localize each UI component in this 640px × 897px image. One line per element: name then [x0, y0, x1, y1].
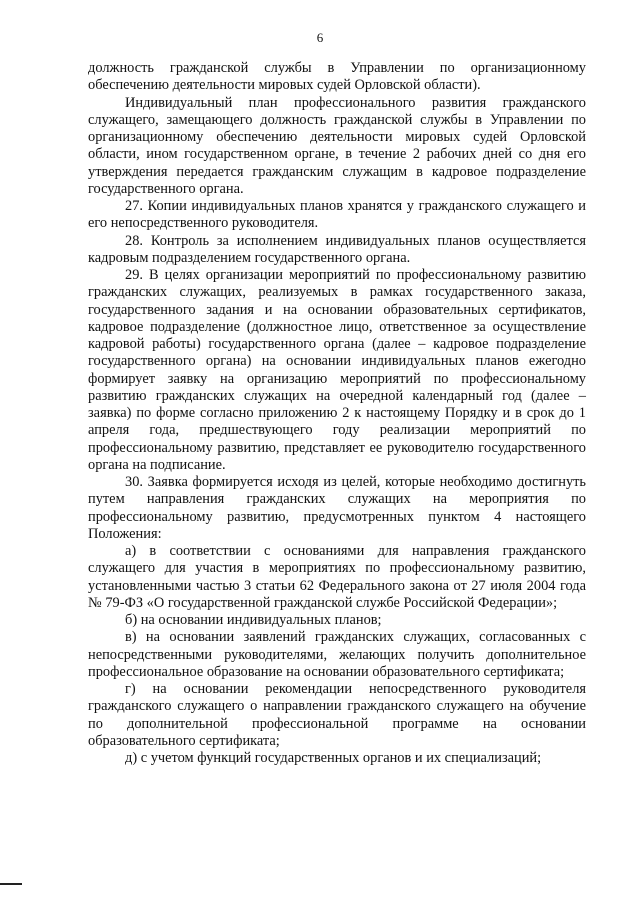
- scan-edge-mark: [0, 883, 22, 885]
- paragraph-29: 29. В целях организации мероприятий по профессиональному развитию гражданских служащих, реализуемых в рамках государственного заказа, государственного задания и на основании образовательных сертификатов, кадровое подразделение (должностное лицо, ответственное за осуществление кадровой работы) государственного органа (далее – кадровое подразделение государственного органа) на основании индивидуальных планов ежегодно формирует заявку на организацию мероприятий по профессиональному развитию гражданских служащих на очередной календарный год (далее – заявка) по форме согласно приложению 2 к настоящему Порядку и в срок до 1 апреля года, предшествующего году реализации мероприятий по профессиональному развитию, представляет ее руководителю государственного органа на подписание.: [88, 267, 586, 473]
- paragraph-27: 27. Копии индивидуальных планов хранятся у гражданского служащего и его непосредственного руководителя.: [88, 198, 586, 232]
- subitem-b: б) на основании индивидуальных планов;: [125, 612, 382, 628]
- paragraph-28: 28. Контроль за исполнением индивидуальных планов осуществляется кадровым подразделением государственного органа.: [88, 232, 586, 266]
- subitem-d: д) с учетом функций государственных органов и их специализаций;: [125, 750, 542, 766]
- subitem-g: г) на основании рекомендации непосредственного руководителя гражданского служащего о направлении гражданского служащего на обучение по дополнительной профессиональной программе на основании образовательного сертификата;: [88, 681, 586, 749]
- paragraph-individual-plan: Индивидуальный план профессионального развития гражданского служащего, замещающего должность гражданской службы в Управлении по организационному обеспечению деятельности мировых судей Орловской области, ином государственном органе, в течение 2 рабочих дней со дня его утверждения передается гражданским служащим в кадровое подразделение государственного органа.: [88, 94, 586, 197]
- paragraph-30: 30. Заявка формируется исходя из целей, которые необходимо достигнуть путем направления гражданских служащих на мероприятия по профессиональному развитию, предусмотренных пунктом 4 настоящего Положения:: [88, 474, 586, 542]
- subitem-v: в) на основании заявлений гражданских служащих, согласованных с непосредственными руководителями, желающих получить дополнительное профессиональное образование на основании образовательного сертификата;: [88, 629, 586, 680]
- page-number: 6: [316, 30, 324, 45]
- paragraph-continuation: должность гражданской службы в Управлении по организационному обеспечению деятельности мировых судей Орловской области).: [88, 60, 586, 94]
- document-body: [88, 60, 586, 767]
- subitem-a: а) в соответствии с основаниями для направления гражданского служащего для участия в мероприятиях по профессиональному развитию, установленными частью 3 статьи 62 Федерального закона от 27 июля 2004 года № 79-ФЗ «О государственной гражданской службе Российской Федерации»;: [88, 543, 586, 611]
